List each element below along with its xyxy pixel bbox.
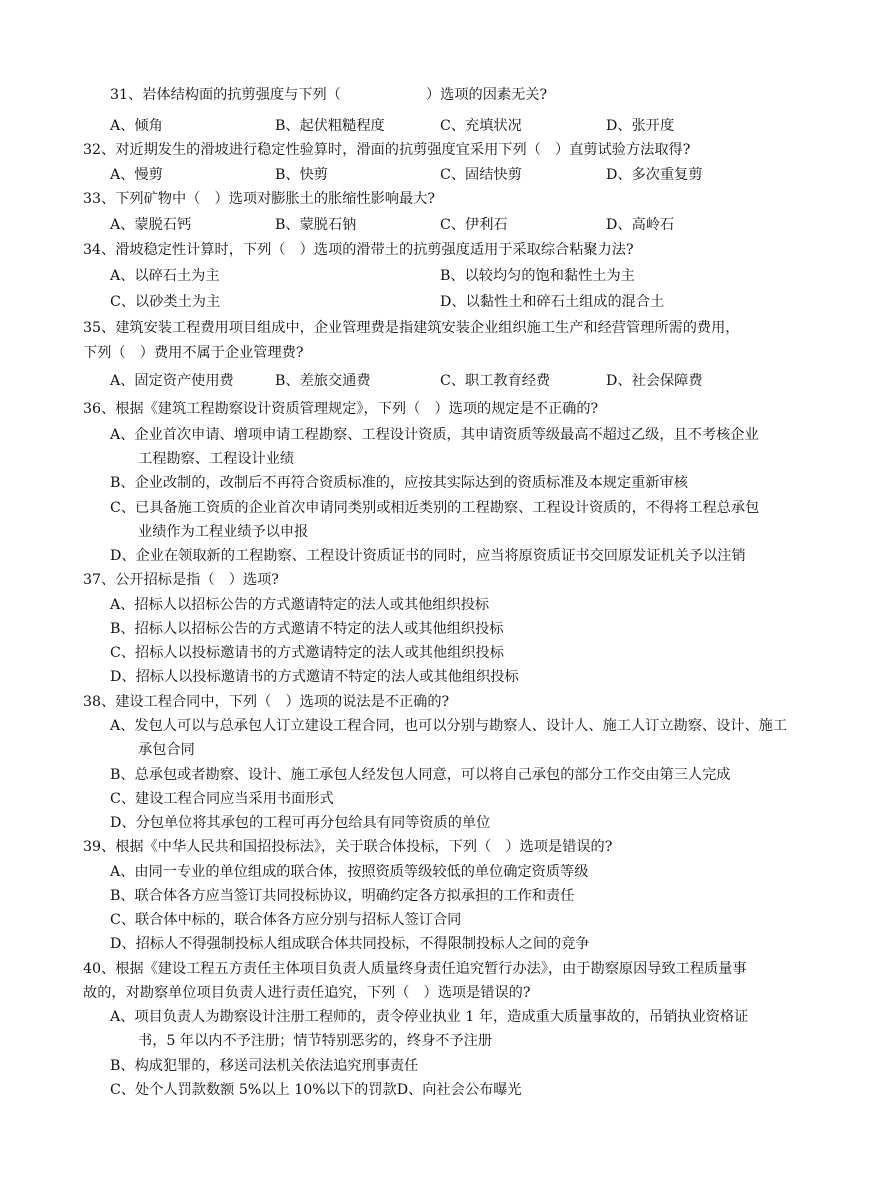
q40-option-a: A、项目负责人为勘察设计注册工程师的，责令停业执业 1 年，造成重大质量事故的，吊销执业资格证 <box>110 1009 749 1025</box>
q34-option-c: C、以砂类土为主 <box>110 294 221 310</box>
q34-option-d: D、以黏性土和碎石土组成的混合土 <box>440 294 665 310</box>
question-35-line-1: 35、建筑安装工程费用项目组成中，企业管理费是指建筑安装企业组织施工生产和经营管理所需的费用， <box>83 320 740 336</box>
q36-option-c: C、已具备施工资质的企业首次申请同类别或相近类别的工程勘察、工程设计资质的，不得将工程总承包 <box>110 500 760 516</box>
q32-option-a: A、慢剪 <box>110 167 163 183</box>
q40-option-c-d: C、处个人罚款数额 5%以上 10%以下的罚款D、向社会公布曝光 <box>110 1082 522 1098</box>
q38-option-d: D、分包单位将其承包的工程可再分包给具有同等资质的单位 <box>110 815 491 831</box>
question-33: 33、下列矿物中（ ）选项对膨胀土的胀缩性影响最大? <box>83 191 435 207</box>
q33-option-c: C、伊利石 <box>440 217 508 233</box>
question-40-line-1: 40、根据《建设工程五方责任主体项目负责人质量终身责任追究暂行办法》，由于勘察原因导致工程质量事 <box>83 961 747 977</box>
q37-option-a: A、招标人以招标公告的方式邀请特定的法人或其他组织投标 <box>110 597 490 613</box>
q37-option-d: D、招标人以投标邀请书的方式邀请不特定的法人或其他组织投标 <box>110 669 519 685</box>
question-37: 37、公开招标是指（ ）选项? <box>83 572 279 588</box>
q37-option-b: B、招标人以招标公告的方式邀请不特定的法人或其他组织投标 <box>110 621 504 637</box>
question-35-line-2: 下列（ ）费用不属于企业管理费? <box>83 345 304 361</box>
q34-option-a: A、以碎石土为主 <box>110 268 220 284</box>
q31-option-a: A、倾角 <box>110 118 163 134</box>
q31-option-c: C、充填状况 <box>440 118 522 134</box>
q36-option-a-cont: 工程勘察、工程设计业绩 <box>138 451 295 467</box>
q31-option-b: B、起伏粗糙程度 <box>275 118 385 134</box>
q40-option-b: B、构成犯罪的，移送司法机关依法追究刑事责任 <box>110 1058 419 1074</box>
q35-option-d: D、社会保障费 <box>606 373 703 389</box>
q35-option-c: C、职工教育经费 <box>440 373 551 389</box>
q32-option-d: D、多次重复剪 <box>606 167 703 183</box>
question-36: 36、根据《建筑工程勘察设计资质管理规定》，下列（ ）选项的规定是不正确的? <box>83 401 599 417</box>
q33-option-d: D、高岭石 <box>606 217 675 233</box>
q39-option-b: B、联合体各方应当签订共同投标协议，明确约定各方拟承担的工作和责任 <box>110 888 575 904</box>
q35-option-b: B、差旅交通费 <box>275 373 371 389</box>
q39-option-c: C、联合体中标的，联合体各方应分别与招标人签订合同 <box>110 912 462 928</box>
q37-option-c: C、招标人以投标邀请书的方式邀请特定的法人或其他组织投标 <box>110 645 504 661</box>
q31-option-d: D、张开度 <box>606 118 675 134</box>
q35-option-a: A、固定资产使用费 <box>110 373 234 389</box>
q33-option-a: A、蒙脱石钙 <box>110 217 192 233</box>
q40-option-a-cont: 书，5 年以内不予注册；情节特别恶劣的，终身不予注册 <box>138 1033 493 1049</box>
q38-option-b: B、总承包或者勘察、设计、施工承包人经发包人同意，可以将自己承包的部分工作交由第三人完成 <box>110 767 731 783</box>
q39-option-a: A、由同一专业的单位组成的联合体，按照资质等级较低的单位确定资质等级 <box>110 864 589 880</box>
q32-option-c: C、固结快剪 <box>440 167 522 183</box>
question-39: 39、根据《中华人民共和国招投标法》，关于联合体投标，下列（ ）选项是错误的? <box>83 839 613 855</box>
question-32: 32、对近期发生的滑坡进行稳定性验算时，滑面的抗剪强度宜采用下列（ ）直剪试验方法取得? <box>83 142 691 158</box>
q36-option-b: B、企业改制的，改制后不再符合资质标准的，应按其实际达到的资质标准及本规定重新审核 <box>110 475 688 491</box>
q34-option-b: B、以较均匀的饱和黏性土为主 <box>440 268 635 284</box>
q38-option-a-cont: 承包合同 <box>138 742 195 758</box>
q33-option-b: B、蒙脱石钠 <box>275 217 357 233</box>
q39-option-d: D、招标人不得强制投标人组成联合体共同投标，不得限制投标人之间的竞争 <box>110 936 590 952</box>
q36-option-a: A、企业首次申请、增项申请工程勘察、工程设计资质，其申请资质等级最高不超过乙级，且不考核企业 <box>110 427 759 443</box>
q36-option-c-cont: 业绩作为工程业绩予以申报 <box>138 524 309 540</box>
question-34: 34、滑坡稳定性计算时，下列（ ）选项的滑带土的抗剪强度适用于采取综合粘聚力法? <box>83 242 634 258</box>
q38-option-c: C、建设工程合同应当采用书面形式 <box>110 791 334 807</box>
q36-option-d: D、企业在领取新的工程勘察、工程设计资质证书的同时，应当将原资质证书交回原发证机关予以注销 <box>110 548 746 564</box>
q32-option-b: B、快剪 <box>275 167 328 183</box>
question-38: 38、建设工程合同中，下列（ ）选项的说法是不正确的? <box>83 694 450 710</box>
q38-option-a: A、发包人可以与总承包人订立建设工程合同，也可以分别与勘察人、设计人、施工人订立勘察、设计、施工 <box>110 718 788 734</box>
question-40-line-2: 故的，对勘察单位项目负责人进行责任追究，下列（ ）选项是错误的? <box>83 985 531 1001</box>
question-31: 31、岩体结构面的抗剪强度与下列（ ）选项的因素无关? <box>110 87 548 103</box>
